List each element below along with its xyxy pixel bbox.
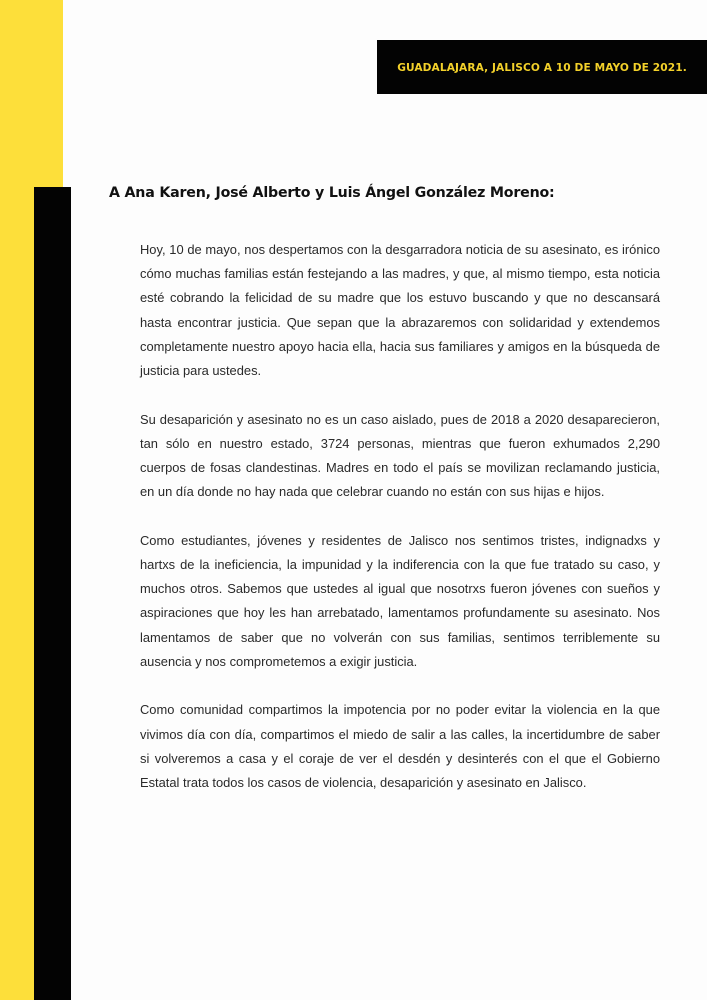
letter-body — [140, 238, 660, 795]
paragraph: Su desaparición y asesinato no es un caso aislado, pues de 2018 a 2020 desaparecieron, tan sólo en nuestro estado, 3724 personas, mientras que fueron exhumados 2,290 cuerpos de fosas clandestinas. Madres en todo el país se movilizan reclamando justicia, en un día donde no hay nada que celebrar cuando no están con sus hijas e hijos. — [140, 411, 660, 500]
date-banner — [377, 40, 707, 94]
paragraph: Como comunidad compartimos la impotencia por no poder evitar la violencia en la que vivimos día con día, compartimos el miedo de salir a las calles, la incertidumbre de saber si volveremos a casa y el coraje de ver el desdén y desinterés con el que el Gobierno Estatal trata todos los casos de violencia, desaparición y asesinato en Jalisco. — [140, 702, 660, 791]
date-line: GUADALAJARA, JALISCO A 10 DE MAYO DE 2021. — [397, 62, 687, 74]
paragraph: Hoy, 10 de mayo, nos despertamos con la desgarradora noticia de su asesinato, es irónico cómo muchas familias están festejando a las madres, y que, al mismo tiempo, esta noticia esté cobrando la felicidad de su madre que los estuvo buscando y que no descansará hasta encontrar justicia. Que sepan que la abrazaremos con solidaridad y extendemos completamente nuestro apoyo hacia ella, hacia sus familiares y amigos en la búsqueda de justicia para ustedes. — [140, 242, 660, 379]
black-side-bar — [34, 187, 71, 1000]
paragraph: Como estudiantes, jóvenes y residentes de Jalisco nos sentimos tristes, indignadxs y hartxs de la ineficiencia, la impunidad y la indiferencia con la que fue tratado su caso, y muchos otros. Sabemos que ustedes al igual que nosotrxs fueron jóvenes con sueños y aspiraciones que hoy les han arrebatado, lamentamos profundamente su asesinato. Nos lamentamos de saber que no volverán con sus familias, sentimos terriblemente su ausencia y nos comprometemos a exigir justicia. — [140, 532, 660, 669]
salutation-heading: A Ana Karen, José Alberto y Luis Ángel González Moreno: — [109, 185, 555, 201]
